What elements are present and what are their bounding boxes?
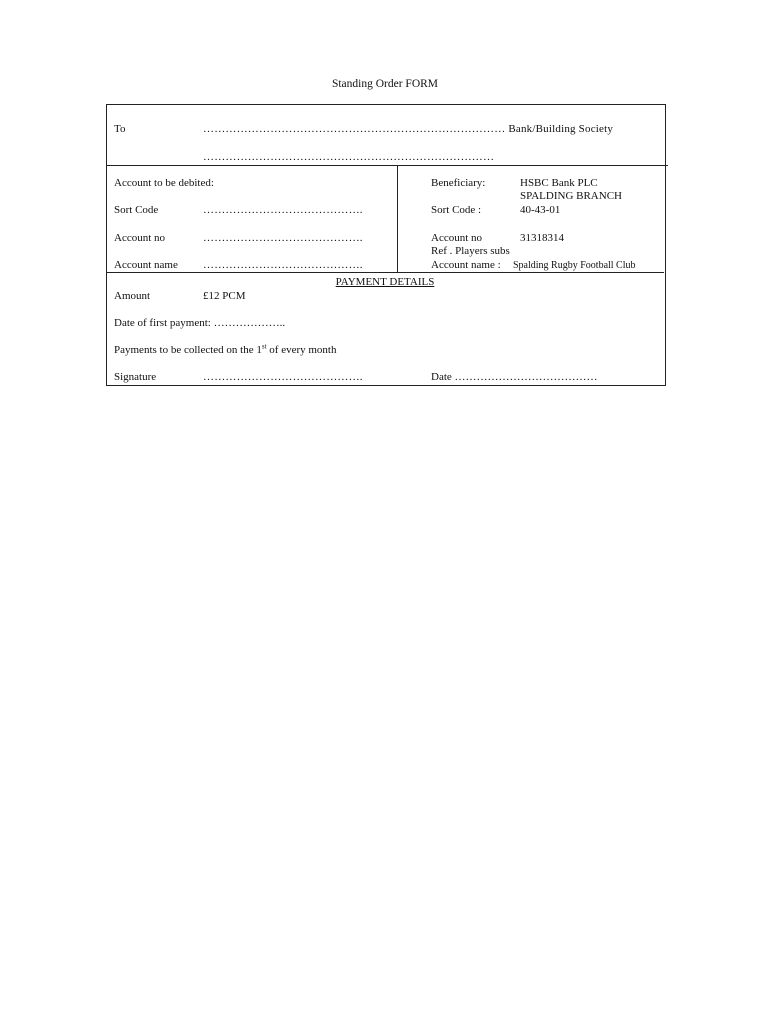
account-no-field[interactable]: ……………………………………. xyxy=(203,232,363,244)
bank-name-field[interactable]: ……………………………………………………………………… Bank/Building Society xyxy=(203,123,614,135)
amount-label: Amount xyxy=(114,290,151,302)
beneficiary-reference: Ref . Players subs xyxy=(431,245,510,257)
collection-suffix: of every month xyxy=(266,344,337,356)
account-name-label: Account name xyxy=(114,259,178,271)
sort-code-field[interactable]: ……………………………………. xyxy=(203,204,363,216)
collection-prefix: Payments to be collected on the 1 xyxy=(114,344,262,356)
divider-payment-section xyxy=(106,272,664,273)
payment-details-heading: PAYMENT DETAILS xyxy=(335,276,435,288)
divider-to-section xyxy=(106,165,668,166)
collection-ordinal: st xyxy=(261,342,267,351)
signature-field[interactable]: ……………………………………. xyxy=(203,371,363,383)
beneficiary-sort-code-label: Sort Code : xyxy=(431,204,482,216)
to-label: To xyxy=(114,123,126,135)
beneficiary-label: Beneficiary: xyxy=(431,177,486,189)
beneficiary-account-no-label: Account no xyxy=(431,232,483,244)
signature-label: Signature xyxy=(114,371,157,383)
beneficiary-branch: SPALDING BRANCH xyxy=(520,190,622,202)
beneficiary-bank: HSBC Bank PLC xyxy=(520,177,598,189)
account-no-label: Account no xyxy=(114,232,166,244)
sort-code-label: Sort Code xyxy=(114,204,159,216)
beneficiary-account-name-label: Account name : xyxy=(431,259,501,271)
account-debited-label: Account to be debited: xyxy=(114,177,214,189)
form-title: Standing Order FORM xyxy=(331,78,439,90)
beneficiary-sort-code: 40-43-01 xyxy=(520,204,561,216)
date-field[interactable]: Date ………………………………… xyxy=(431,371,598,383)
bank-address-field[interactable]: …………………………………………………………………… xyxy=(203,151,495,163)
first-payment-date-field[interactable]: Date of first payment: ……………….. xyxy=(114,317,286,329)
beneficiary-account-name: Spalding Rugby Football Club xyxy=(513,260,636,271)
collection-schedule-text xyxy=(114,344,336,357)
beneficiary-account-no: 31318314 xyxy=(520,232,564,244)
account-name-field[interactable]: ……………………………………. xyxy=(203,259,363,271)
divider-column xyxy=(397,165,398,272)
amount-value: £12 PCM xyxy=(203,290,246,302)
